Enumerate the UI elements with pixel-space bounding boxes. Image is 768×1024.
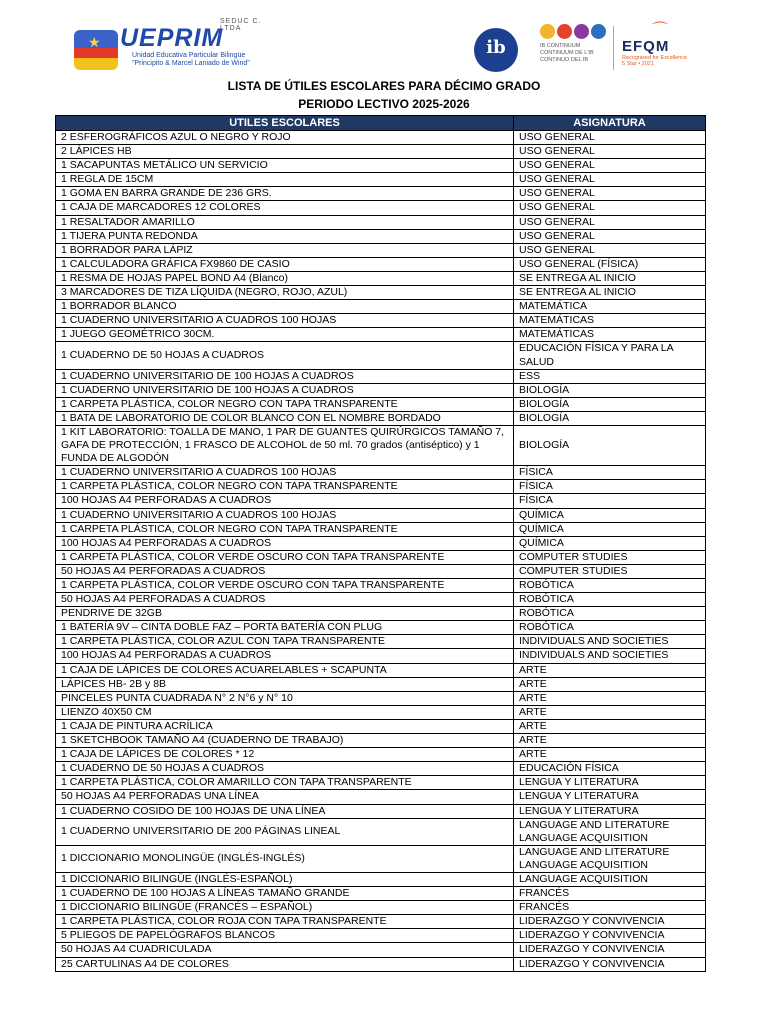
subject-cell: FRANCÉS (514, 887, 706, 901)
subject-cell: USO GENERAL (514, 159, 706, 173)
table-row (56, 663, 706, 677)
item-cell: 1 CAJA DE LÁPICES DE COLORES * 12 (56, 748, 514, 762)
subject-cell: ROBÓTICA (514, 593, 706, 607)
subject-cell: USO GENERAL (FÍSICA) (514, 257, 706, 271)
continuum-line: CONTINUUM DE L'IB (540, 50, 594, 56)
item-cell: 25 CARTULINAS A4 DE COLORES (56, 957, 514, 971)
item-cell: 1 CUADERNO UNIVERSITARIO DE 200 PÁGINAS LINEAL (56, 818, 514, 845)
item-cell: 1 DICCIONARIO MONOLINGÜE (INGLÉS-INGLÉS) (56, 845, 514, 872)
table-row (56, 131, 706, 145)
subject-cell: LANGUAGE ACQUISITION (514, 872, 706, 886)
subject-cell: USO GENERAL (514, 173, 706, 187)
table-row (56, 804, 706, 818)
subject-cell: QUÍMICA (514, 536, 706, 550)
table-row (56, 201, 706, 215)
table-row (56, 845, 706, 872)
table-row (56, 369, 706, 383)
subject-cell: COMPUTER STUDIES (514, 550, 706, 564)
continuum-dot-icon (557, 24, 572, 39)
item-cell: 1 RESMA DE HOJAS PAPEL BOND A4 (Blanco) (56, 271, 514, 285)
table-row (56, 929, 706, 943)
efqm-recognition-line: Recognised for Excellence (622, 55, 688, 61)
table-row (56, 550, 706, 564)
item-cell: 1 TIJERA PUNTA REDONDA (56, 229, 514, 243)
item-cell: 1 CAJA DE LÁPICES DE COLORES ACUARELABLES + SCAPUNTA (56, 663, 514, 677)
subject-cell: LIDERAZGO Y CONVIVENCIA (514, 929, 706, 943)
item-cell: 100 HOJAS A4 PERFORADAS A CUADROS (56, 536, 514, 550)
table-row (56, 677, 706, 691)
item-cell: 1 CUADERNO DE 50 HOJAS A CUADROS (56, 762, 514, 776)
table-row (56, 187, 706, 201)
continuum-dot-icon (591, 24, 606, 39)
subject-cell: LANGUAGE AND LITERATURE LANGUAGE ACQUISITION (514, 818, 706, 845)
item-cell: 1 CARPETA PLÁSTICA, COLOR VERDE OSCURO CON TAPA TRANSPARENTE (56, 579, 514, 593)
table-row (56, 243, 706, 257)
subject-cell: INDIVIDUALS AND SOCIETIES (514, 635, 706, 649)
subject-cell: LIDERAZGO Y CONVIVENCIA (514, 943, 706, 957)
table-body (56, 131, 706, 972)
subject-cell: COMPUTER STUDIES (514, 564, 706, 578)
table-row (56, 957, 706, 971)
table-row (56, 215, 706, 229)
column-header-items: UTILES ESCOLARES (56, 116, 514, 131)
item-cell: 100 HOJAS A4 PERFORADAS A CUADROS (56, 649, 514, 663)
table-row (56, 872, 706, 886)
table-row (56, 229, 706, 243)
page-title: LISTA DE ÚTILES ESCOLARES PARA DÉCIMO GRADO (227, 79, 541, 93)
table-row (56, 564, 706, 578)
table-row (56, 790, 706, 804)
subject-cell: EDUCACIÓN FÍSICA Y PARA LA SALUD (514, 342, 706, 369)
subject-cell: USO GENERAL (514, 145, 706, 159)
table-row (56, 915, 706, 929)
item-cell: 1 CUADERNO UNIVERSITARIO A CUADROS 100 HOJAS (56, 466, 514, 480)
item-cell: 1 CUADERNO DE 100 HOJAS A LÍNEAS TAMAÑO GRANDE (56, 887, 514, 901)
item-cell: 1 BATERÍA 9V – CINTA DOBLE FAZ – PORTA BATERÍA CON PLUG (56, 621, 514, 635)
subject-cell: BIOLOGÍA (514, 425, 706, 465)
item-cell: 1 CUADERNO UNIVERSITARIO DE 100 HOJAS A CUADROS (56, 383, 514, 397)
table-row (56, 271, 706, 285)
table-row (56, 593, 706, 607)
table-row (56, 508, 706, 522)
continuum-dot-icon (574, 24, 589, 39)
item-cell: 1 BATA DE LABORATORIO DE COLOR BLANCO CON EL NOMBRE BORDADO (56, 411, 514, 425)
subject-cell: QUÍMICA (514, 508, 706, 522)
subject-cell: LENGUA Y LITERATURA (514, 776, 706, 790)
subject-cell: FÍSICA (514, 480, 706, 494)
subject-cell: FRANCÉS (514, 901, 706, 915)
subject-cell: ARTE (514, 748, 706, 762)
subject-cell: ARTE (514, 719, 706, 733)
table-row (56, 719, 706, 733)
table-row (56, 943, 706, 957)
item-cell: 1 BORRADOR PARA LÁPIZ (56, 243, 514, 257)
subject-cell: ARTE (514, 663, 706, 677)
ib-mark: ib (486, 37, 506, 58)
table-row (56, 901, 706, 915)
item-cell: 1 DICCIONARIO BILINGÜE (INGLÉS-ESPAÑOL) (56, 872, 514, 886)
subject-cell: LANGUAGE AND LITERATURE LANGUAGE ACQUISITION (514, 845, 706, 872)
subject-cell: ROBÓTICA (514, 607, 706, 621)
efqm-name: EFQM (622, 38, 670, 55)
item-cell: 50 HOJAS A4 PERFORADAS A CUADROS (56, 564, 514, 578)
table-row (56, 397, 706, 411)
subject-cell: USO GENERAL (514, 131, 706, 145)
item-cell: 1 REGLA DE 15CM (56, 173, 514, 187)
item-cell: 1 CUADERNO COSIDO DE 100 HOJAS DE UNA LÍNEA (56, 804, 514, 818)
item-cell: 100 HOJAS A4 PERFORADAS A CUADROS (56, 494, 514, 508)
subject-cell: USO GENERAL (514, 187, 706, 201)
table-row (56, 536, 706, 550)
subject-cell: MATEMÁTICA (514, 300, 706, 314)
item-cell: 1 CARPETA PLÁSTICA, COLOR NEGRO CON TAPA TRANSPARENTE (56, 480, 514, 494)
subject-cell: BIOLOGÍA (514, 397, 706, 411)
item-cell: 1 JUEGO GEOMÉTRICO 30CM. (56, 328, 514, 342)
page-header (0, 0, 768, 80)
item-cell: LIENZO 40X50 CM (56, 705, 514, 719)
table-row (56, 705, 706, 719)
subject-cell: MATEMÁTICAS (514, 314, 706, 328)
item-cell: 50 HOJAS A4 CUADRICULADA (56, 943, 514, 957)
item-cell: 1 CARPETA PLÁSTICA, COLOR AZUL CON TAPA TRANSPARENTE (56, 635, 514, 649)
efqm-swoosh-icon: ⌒ (652, 22, 669, 39)
item-cell: 50 HOJAS A4 PERFORADAS UNA LÍNEA (56, 790, 514, 804)
school-name: UEPRIM (120, 24, 224, 52)
item-cell: 1 BORRADOR BLANCO (56, 300, 514, 314)
item-cell: 1 DICCIONARIO BILINGÜE (FRANCÉS – ESPAÑOL) (56, 901, 514, 915)
subject-cell: MATEMÁTICAS (514, 328, 706, 342)
subject-cell: ROBÓTICA (514, 579, 706, 593)
item-cell: 1 CARPETA PLÁSTICA, COLOR VERDE OSCURO CON TAPA TRANSPARENTE (56, 550, 514, 564)
subject-cell: ESS (514, 369, 706, 383)
ib-logo (474, 28, 518, 72)
table-row (56, 383, 706, 397)
table-row (56, 411, 706, 425)
subject-cell: FÍSICA (514, 494, 706, 508)
table-row (56, 776, 706, 790)
school-full-name: Unidad Educativa Particular Bilingüe (132, 52, 246, 59)
item-cell: 5 PLIEGOS DE PAPELÓGRAFOS BLANCOS (56, 929, 514, 943)
subject-cell: EDUCACIÓN FÍSICA (514, 762, 706, 776)
table-row (56, 818, 706, 845)
subject-cell: QUÍMICA (514, 522, 706, 536)
column-header-subject: ASIGNATURA (514, 116, 706, 131)
item-cell: PINCELES PUNTA CUADRADA N° 2 N°6 y N° 10 (56, 691, 514, 705)
item-cell: 50 HOJAS A4 PERFORADAS A CUADROS (56, 593, 514, 607)
efqm-recognition (622, 55, 702, 67)
item-cell: 1 CUADERNO UNIVERSITARIO A CUADROS 100 HOJAS (56, 314, 514, 328)
subject-cell: ROBÓTICA (514, 621, 706, 635)
table-row (56, 314, 706, 328)
subject-cell: ARTE (514, 705, 706, 719)
item-cell: 3 MARCADORES DE TIZA LÍQUIDA (NEGRO, ROJO, AZUL) (56, 286, 514, 300)
table-row (56, 300, 706, 314)
school-ltda: SEDUC C. LTDA (220, 18, 262, 32)
subject-cell: SE ENTREGA AL INICIO (514, 286, 706, 300)
item-cell: 2 ESFEROGRÁFICOS AZUL O NEGRO Y ROJO (56, 131, 514, 145)
subject-cell: LENGUA Y LITERATURA (514, 804, 706, 818)
table-header-row (56, 116, 706, 131)
page-subtitle: PERIODO LECTIVO 2025-2026 (298, 97, 470, 111)
subject-cell: LIDERAZGO Y CONVIVENCIA (514, 915, 706, 929)
table-row (56, 621, 706, 635)
continuum-text (540, 43, 610, 64)
item-cell: 1 CUADERNO UNIVERSITARIO A CUADROS 100 HOJAS (56, 508, 514, 522)
item-cell: PENDRIVE DE 32GB (56, 607, 514, 621)
school-logo (74, 18, 274, 70)
item-cell: LÁPICES HB- 2B y 8B (56, 677, 514, 691)
table-row (56, 286, 706, 300)
school-subtitle (132, 52, 250, 68)
table-row (56, 480, 706, 494)
table-row (56, 173, 706, 187)
efqm-logo (622, 24, 702, 74)
item-cell: 1 CAJA DE MARCADORES 12 COLORES (56, 201, 514, 215)
item-cell: 1 CALCULADORA GRÁFICA FX9860 DE CASIO (56, 257, 514, 271)
table-row (56, 762, 706, 776)
item-cell: 1 CARPETA PLÁSTICA, COLOR NEGRO CON TAPA TRANSPARENTE (56, 397, 514, 411)
item-cell: 1 KIT LABORATORIO: TOALLA DE MANO, 1 PAR DE GUANTES QUIRÚRGICOS TAMAÑO 7, GAFA DE PROTECCIÓN, 1 FRASCO DE ALCOHOL de 50 ml. 70 grados (antiséptico) y 1 FUNDA DE ALGODÓN (56, 425, 514, 465)
table-row (56, 887, 706, 901)
subject-cell: INDIVIDUALS AND SOCIETIES (514, 649, 706, 663)
item-cell: 1 CARPETA PLÁSTICA, COLOR ROJA CON TAPA TRANSPARENTE (56, 915, 514, 929)
subject-cell: USO GENERAL (514, 215, 706, 229)
continuum-dots (540, 24, 610, 39)
school-motto: "Principito & Marcel Laniado de Wind" (132, 60, 250, 67)
continuum-line: IB CONTINUUM (540, 43, 581, 49)
continuum-line: CONTINUO DEL IB (540, 57, 589, 63)
ib-continuum-logo (540, 24, 610, 72)
item-cell: 2 LÁPICES HB (56, 145, 514, 159)
item-cell: 1 SKETCHBOOK TAMAÑO A4 (CUADERNO DE TRABAJO) (56, 734, 514, 748)
item-cell: 1 GOMA EN BARRA GRANDE DE 236 GRS. (56, 187, 514, 201)
school-shield-icon: ★ (74, 30, 118, 70)
subject-cell: ARTE (514, 677, 706, 691)
table-row (56, 607, 706, 621)
table-row (56, 522, 706, 536)
table-row (56, 494, 706, 508)
item-cell: 1 SACAPUNTAS METÁLICO UN SERVICIO (56, 159, 514, 173)
item-cell: 1 CARPETA PLÁSTICA, COLOR NEGRO CON TAPA TRANSPARENTE (56, 522, 514, 536)
item-cell: 1 CAJA DE PINTURA ACRÍLICA (56, 719, 514, 733)
subject-cell: USO GENERAL (514, 243, 706, 257)
table-row (56, 635, 706, 649)
table-row (56, 159, 706, 173)
table-row (56, 145, 706, 159)
table-row (56, 734, 706, 748)
subject-cell: LIDERAZGO Y CONVIVENCIA (514, 957, 706, 971)
subject-cell: SE ENTREGA AL INICIO (514, 271, 706, 285)
subject-cell: BIOLOGÍA (514, 383, 706, 397)
table-row (56, 466, 706, 480)
table-row (56, 342, 706, 369)
table-row (56, 425, 706, 465)
table-row (56, 257, 706, 271)
logo-divider (613, 26, 614, 70)
subject-cell: LENGUA Y LITERATURA (514, 790, 706, 804)
table-row (56, 579, 706, 593)
subject-cell: FÍSICA (514, 466, 706, 480)
subject-cell: BIOLOGÍA (514, 411, 706, 425)
supplies-table (55, 115, 706, 972)
table-row (56, 649, 706, 663)
table-row (56, 691, 706, 705)
subject-cell: ARTE (514, 734, 706, 748)
table-row (56, 328, 706, 342)
item-cell: 1 CUADERNO DE 50 HOJAS A CUADROS (56, 342, 514, 369)
continuum-dot-icon (540, 24, 555, 39)
subject-cell: USO GENERAL (514, 229, 706, 243)
item-cell: 1 CUADERNO UNIVERSITARIO DE 100 HOJAS A CUADROS (56, 369, 514, 383)
subject-cell: ARTE (514, 691, 706, 705)
item-cell: 1 CARPETA PLÁSTICA, COLOR AMARILLO CON TAPA TRANSPARENTE (56, 776, 514, 790)
subject-cell: USO GENERAL (514, 201, 706, 215)
item-cell: 1 RESALTADOR AMARILLO (56, 215, 514, 229)
efqm-recognition-line: 5 Star • 2021 (622, 61, 654, 67)
table-row (56, 748, 706, 762)
